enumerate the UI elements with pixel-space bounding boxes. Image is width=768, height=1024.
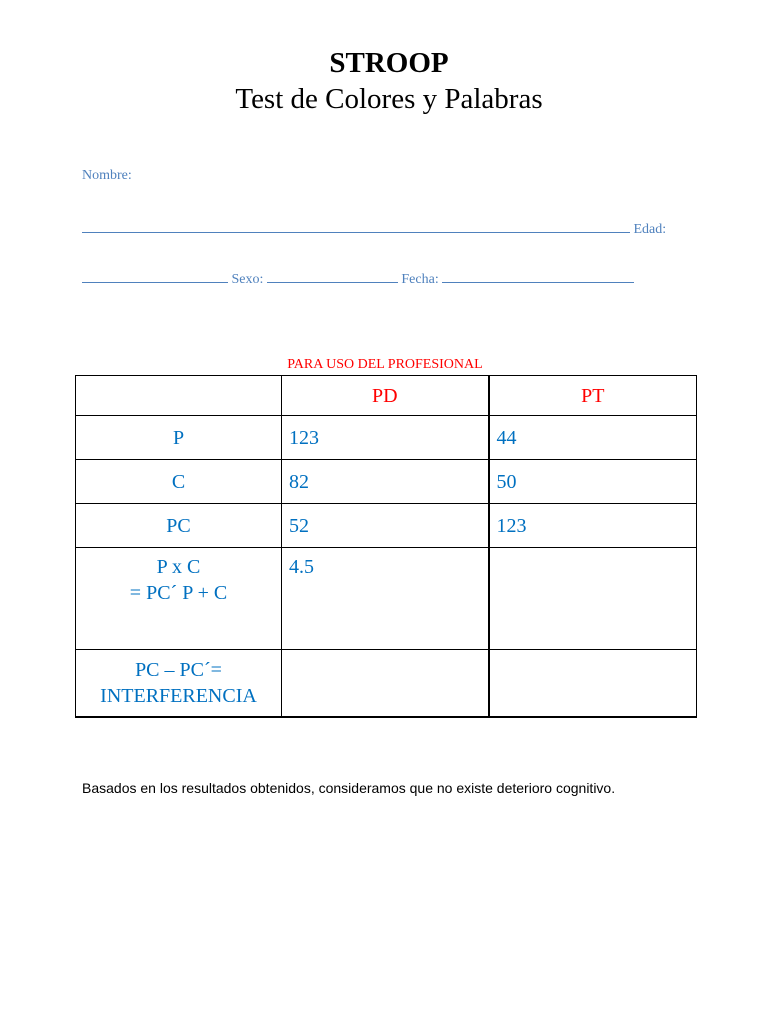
results-table: [75, 375, 697, 718]
document-title: STROOP: [329, 47, 449, 79]
row-label-pxc-line1: P x C: [156, 556, 201, 578]
header-empty-cell: [76, 376, 282, 416]
pt-value-interferencia: [489, 650, 697, 717]
pd-value-c: 82: [282, 460, 489, 504]
pd-value-pxc: 4.5: [282, 548, 489, 650]
row-label-pxc-line2: = PC´ P + C: [129, 582, 228, 604]
pt-value-p: 44: [489, 416, 697, 460]
row-label-interferencia-line1: PC – PC´=: [135, 658, 222, 681]
header-pt: PT: [489, 376, 697, 416]
pd-value-pc: 52: [282, 504, 489, 548]
professional-use-caption: PARA USO DEL PROFESIONAL: [287, 357, 483, 372]
row-label-interferencia: [76, 650, 282, 717]
nombre-label: Nombre:: [82, 168, 132, 183]
edad-label: Edad:: [633, 222, 667, 237]
header-pd: PD: [282, 376, 489, 416]
row-label-c: C: [76, 460, 282, 504]
pd-value-interferencia: [282, 650, 489, 717]
row-label-interferencia-line2: INTERFERENCIA: [100, 684, 257, 707]
table-row: [76, 460, 697, 504]
sexo-fecha-field: [82, 268, 634, 289]
fecha-blank-line: [442, 268, 634, 283]
row-label-pc: PC: [76, 504, 282, 548]
table-row: [76, 650, 697, 717]
sexo-blank-line: [267, 268, 398, 283]
nombre-field: [82, 167, 132, 185]
edad-blank-line: [82, 268, 228, 283]
row-label-pxc: [76, 548, 282, 650]
document-subtitle: Test de Colores y Palabras: [235, 83, 543, 115]
conclusion-text: Basados en los resultados obtenidos, consideramos que no existe deterioro cognitivo.: [82, 780, 616, 796]
pt-value-c: 50: [489, 460, 697, 504]
pt-value-pxc: [489, 548, 697, 650]
table-header-row: [76, 376, 697, 416]
table-row: [76, 416, 697, 460]
row-label-p: P: [76, 416, 282, 460]
edad-field: [82, 218, 666, 239]
fecha-label: Fecha:: [401, 272, 439, 287]
pd-value-p: 123: [282, 416, 489, 460]
table-row: [76, 504, 697, 548]
nombre-blank-line: [82, 218, 630, 233]
table-row: [76, 548, 697, 650]
pt-value-pc: 123: [489, 504, 697, 548]
sexo-label: Sexo:: [231, 272, 264, 287]
